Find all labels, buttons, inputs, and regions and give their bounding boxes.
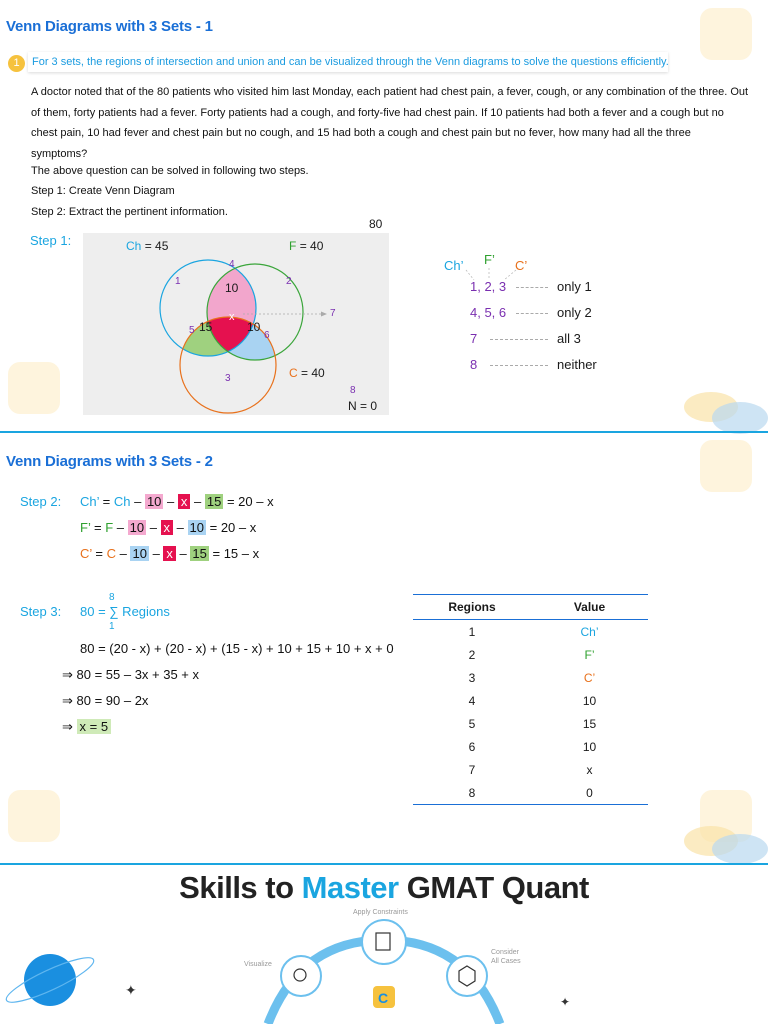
legend-regions: 7 (470, 331, 478, 346)
consider-all-cases-icon (447, 956, 487, 996)
eq-c-lhs: C’ (80, 546, 92, 561)
sum-lower-limit: 1 (109, 621, 115, 632)
solution-line-4 (62, 719, 111, 735)
solution-line-3: ⇒ 80 = 90 – 2x (62, 693, 149, 708)
venn-label-f (289, 239, 323, 253)
eq-f-set: F (105, 520, 114, 535)
solution-answer: x = 5 (77, 719, 112, 734)
visualize-label: Visualize (244, 961, 272, 968)
table-cell-region: 1 (468, 624, 476, 639)
equation-f: F’ = F – 10 – x – 10 = 20 – x (80, 520, 257, 535)
legend-regions: 1, 2, 3 (470, 279, 507, 294)
legend-row (470, 357, 620, 375)
table-cell-value: Ch’ (580, 624, 599, 639)
eq-ch-rhs: = 20 – x (226, 494, 274, 509)
sparkle-icon: ✦ (125, 982, 137, 998)
eq-f-lhs: F’ (80, 520, 91, 535)
banner-pre: Skills to (179, 870, 302, 905)
sum-equation (80, 604, 170, 619)
venn-value-5: 15 (199, 320, 213, 334)
sum-rhs: ∑ Regions (109, 604, 170, 619)
eq-c-set: C (106, 546, 117, 561)
visualize-icon (281, 956, 321, 996)
table-cell-region: 6 (468, 739, 476, 754)
sum-lhs: 80 = (80, 604, 106, 619)
eq-c-rhs: = 15 – x (212, 546, 260, 561)
step2-text: Step 2: Extract the pertinent information. (31, 206, 228, 218)
venn-region-4-label: 4 (229, 259, 235, 270)
legend-f: F’ (484, 252, 495, 267)
intro-text: The above question can be solved in following two steps. (31, 165, 309, 177)
solution-line-2: ⇒ 80 = 55 – 3x + 35 + x (62, 667, 200, 682)
venn-region-3-label: 3 (225, 373, 231, 384)
eq-ch-term-a: 10 (146, 494, 162, 509)
section-divider (0, 863, 768, 865)
section-divider (0, 431, 768, 433)
step1-label: Step 1: (30, 233, 72, 248)
venn-region-5-label: 5 (189, 325, 195, 336)
table-row (413, 666, 648, 689)
eq-c-term-a: 10 (132, 546, 147, 561)
legend-regions: 4, 5, 6 (470, 305, 507, 320)
table-row (413, 735, 648, 758)
eq-f-term-a: 10 (129, 520, 145, 535)
venn-region-2-label: 2 (286, 276, 292, 287)
region7-pointer-arrowhead (321, 312, 327, 317)
table-cell-value: 0 (531, 781, 648, 805)
table-cell-region: 8 (413, 781, 531, 805)
eq-ch-term-b: 15 (206, 494, 222, 509)
table-cell-value: C’ (583, 670, 596, 685)
equation-c: C’ = C – 10 – x – 15 = 15 – x (80, 546, 260, 561)
table-row (413, 689, 648, 712)
venn-total: 80 (369, 217, 383, 231)
venn-c-value: = 40 (301, 366, 325, 380)
eq-f-rhs: = 20 – x (209, 520, 257, 535)
venn-label-ch (126, 239, 168, 253)
legend-c: C’ (515, 258, 528, 273)
venn-value-6: 10 (247, 320, 261, 334)
eq-ch-term-x: x (178, 494, 191, 509)
eq-c-term-x: x (163, 546, 176, 561)
table-cell-value: x (586, 762, 593, 777)
legend-arrow (516, 287, 548, 288)
solution-line-1: 80 = (20 - x) + (20 - x) + (15 - x) + 10 + 15 + 10 + x + 0 (80, 641, 394, 656)
venn-f-name: F (289, 239, 297, 253)
section2-title: Venn Diagrams with 3 Sets - 2 (6, 453, 213, 470)
legend-arrow (516, 313, 548, 314)
venn-ch-value: = 45 (144, 239, 169, 253)
banner-highlight: Master (301, 870, 399, 905)
venn-c-name: C (289, 366, 298, 380)
venn-label-c (289, 366, 325, 380)
table-row (413, 758, 648, 781)
problem-text: A doctor noted that of the 80 patients who visited him last Monday, each patient had chest pain, a fever, cough, or any combination of the three. Out of them, forty patients had a fever. Forty patients had a cough, and forty-five had chest pain. If 10 patients had both a fever and a cough but no chest pain, 10 had fever and chest pain but no cough, and 15 had both a cough and chest pain but no fever, how many had all the three symptoms? (31, 86, 749, 160)
decorative-tile (8, 790, 60, 842)
table-cell-value: 10 (582, 739, 597, 754)
apply-constraints-label: Apply Constraints (353, 909, 408, 916)
legend-meaning: all 3 (557, 331, 581, 346)
table-cell-region: 4 (468, 693, 476, 708)
note-number-badge: 1 (8, 55, 25, 72)
legend-row (470, 279, 620, 297)
sparkle-icon: ✦ (560, 995, 571, 1009)
table-cell-region: 2 (468, 647, 476, 662)
sum-upper-limit: 8 (109, 592, 115, 603)
regions-table (413, 594, 648, 805)
legend-row (470, 331, 620, 349)
legend-ch: Ch’ (444, 258, 464, 273)
legend-arrow (490, 339, 548, 340)
solution-arrow: ⇒ (62, 719, 73, 734)
venn-region-8-label: 8 (350, 385, 356, 396)
venn-n-label: N = 0 (348, 399, 378, 413)
venn-circles (83, 233, 389, 415)
step2-label: Step 2: (20, 494, 62, 509)
table-cell-value: F’ (584, 647, 595, 662)
note-text: For 3 sets, the regions of intersection and union and can be visualized through the Venn diagrams to solve the questions efficiently. (32, 56, 669, 68)
apply-constraints-icon (362, 920, 406, 964)
legend-arrow (490, 365, 548, 366)
eq-c-term-b: 15 (192, 546, 207, 561)
table-cell-region: 3 (468, 670, 476, 685)
table-header-regions: Regions (413, 595, 531, 620)
consider-label: Consider All Cases (491, 949, 521, 965)
table-row (413, 712, 648, 735)
venn-region-7-label: 7 (330, 308, 336, 319)
legend-meaning: neither (557, 357, 597, 372)
legend-meaning: only 1 (557, 279, 592, 294)
step3-label: Step 3: (20, 604, 62, 619)
table-cell-region: 7 (468, 762, 476, 777)
eq-f-term-x: x (161, 520, 174, 535)
venn-value-4: 10 (225, 281, 239, 295)
legend-row (470, 305, 620, 323)
venn-region-6-label: 6 (264, 330, 270, 341)
eq-f-term-b: 10 (189, 520, 204, 535)
eq-ch-lhs: Ch’ (80, 494, 100, 509)
table-row (413, 781, 648, 805)
venn-ch-name: Ch (126, 239, 142, 253)
venn-f-value: = 40 (299, 239, 324, 253)
table-row (413, 643, 648, 666)
legend-regions: 8 (470, 357, 478, 372)
table-cell-value: 15 (582, 716, 597, 731)
decorative-blob (712, 834, 768, 864)
table-cell-value: 10 (582, 693, 597, 708)
equation-ch: Ch’ = Ch – 10 – x – 15 = 20 – x (80, 494, 274, 509)
venn-region-1-label: 1 (175, 276, 181, 287)
logo-glyph: C (378, 990, 389, 1006)
table-cell-region: 5 (468, 716, 476, 731)
table-header-value: Value (531, 595, 648, 620)
step1-text: Step 1: Create Venn Diagram (31, 185, 175, 197)
table-row (413, 620, 648, 644)
skills-arc (0, 900, 768, 1024)
decorative-tile (700, 440, 752, 492)
table-header-row (413, 595, 648, 620)
section1-title: Venn Diagrams with 3 Sets - 1 (6, 18, 213, 35)
legend-meaning: only 2 (557, 305, 592, 320)
venn-value-x: x (229, 311, 235, 323)
eq-ch-set: Ch (113, 494, 131, 509)
banner-post: GMAT Quant (398, 870, 589, 905)
